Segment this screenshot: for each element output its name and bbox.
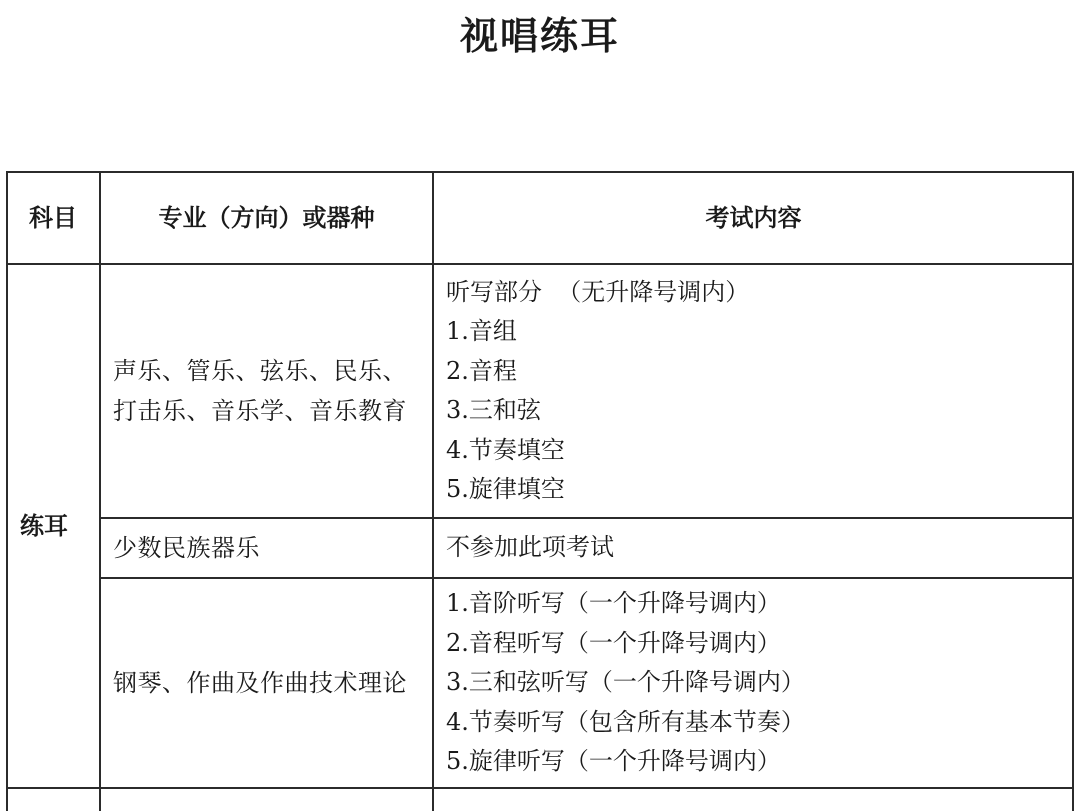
row-separator bbox=[6, 787, 1074, 789]
header-major: 专业（方向）或器种 bbox=[158, 203, 375, 232]
table-divider-subject bbox=[99, 171, 101, 811]
table-border-left bbox=[6, 171, 8, 811]
table-border-top bbox=[6, 171, 1074, 173]
table-border-right bbox=[1072, 171, 1074, 811]
table-divider-major bbox=[432, 171, 434, 811]
table-row-1-content bbox=[433, 264, 1074, 518]
table-row-2-content bbox=[433, 518, 1074, 578]
content-line: 3.三和弦听写（一个升降号调内） bbox=[446, 668, 805, 697]
content-line: 3.三和弦 bbox=[446, 396, 541, 424]
table-row-2-major bbox=[100, 518, 433, 578]
major-text: 少数民族器乐 bbox=[113, 534, 260, 562]
major-text: 声乐、管乐、弦乐、民乐、打击乐、音乐学、音乐教育 bbox=[113, 357, 407, 425]
content-line: 5.旋律填空 bbox=[446, 475, 565, 503]
subject-cell: 练耳 bbox=[20, 512, 68, 540]
table-row-3-content bbox=[433, 578, 1074, 788]
table-row-1-major bbox=[100, 264, 433, 518]
table-row-3-major bbox=[100, 578, 433, 788]
content-line: 听写部分 （无升降号调内） bbox=[446, 277, 750, 306]
content-line: 4.节奏填空 bbox=[446, 435, 565, 464]
row-separator bbox=[100, 577, 1074, 579]
content-line: 不参加此项考试 bbox=[446, 533, 614, 562]
page-title: 视唱练耳 bbox=[459, 14, 620, 58]
content-line: 1.音组 bbox=[446, 317, 517, 345]
exam-table bbox=[6, 171, 1074, 811]
content-line: 2.音程听写（一个升降号调内） bbox=[446, 628, 781, 657]
content-line: 2.音程 bbox=[446, 356, 517, 385]
content-line: 4.节奏听写（包含所有基本节奏） bbox=[446, 707, 805, 736]
major-text: 钢琴、作曲及作曲技术理论 bbox=[113, 669, 407, 697]
header-subject: 科目 bbox=[29, 203, 77, 232]
content-line: 1.音阶听写（一个升降号调内） bbox=[446, 589, 781, 618]
row-separator bbox=[100, 517, 1074, 519]
header-content: 考试内容 bbox=[705, 203, 802, 232]
content-line: 5.旋律听写（一个升降号调内） bbox=[446, 747, 781, 776]
header-separator bbox=[6, 263, 1074, 265]
